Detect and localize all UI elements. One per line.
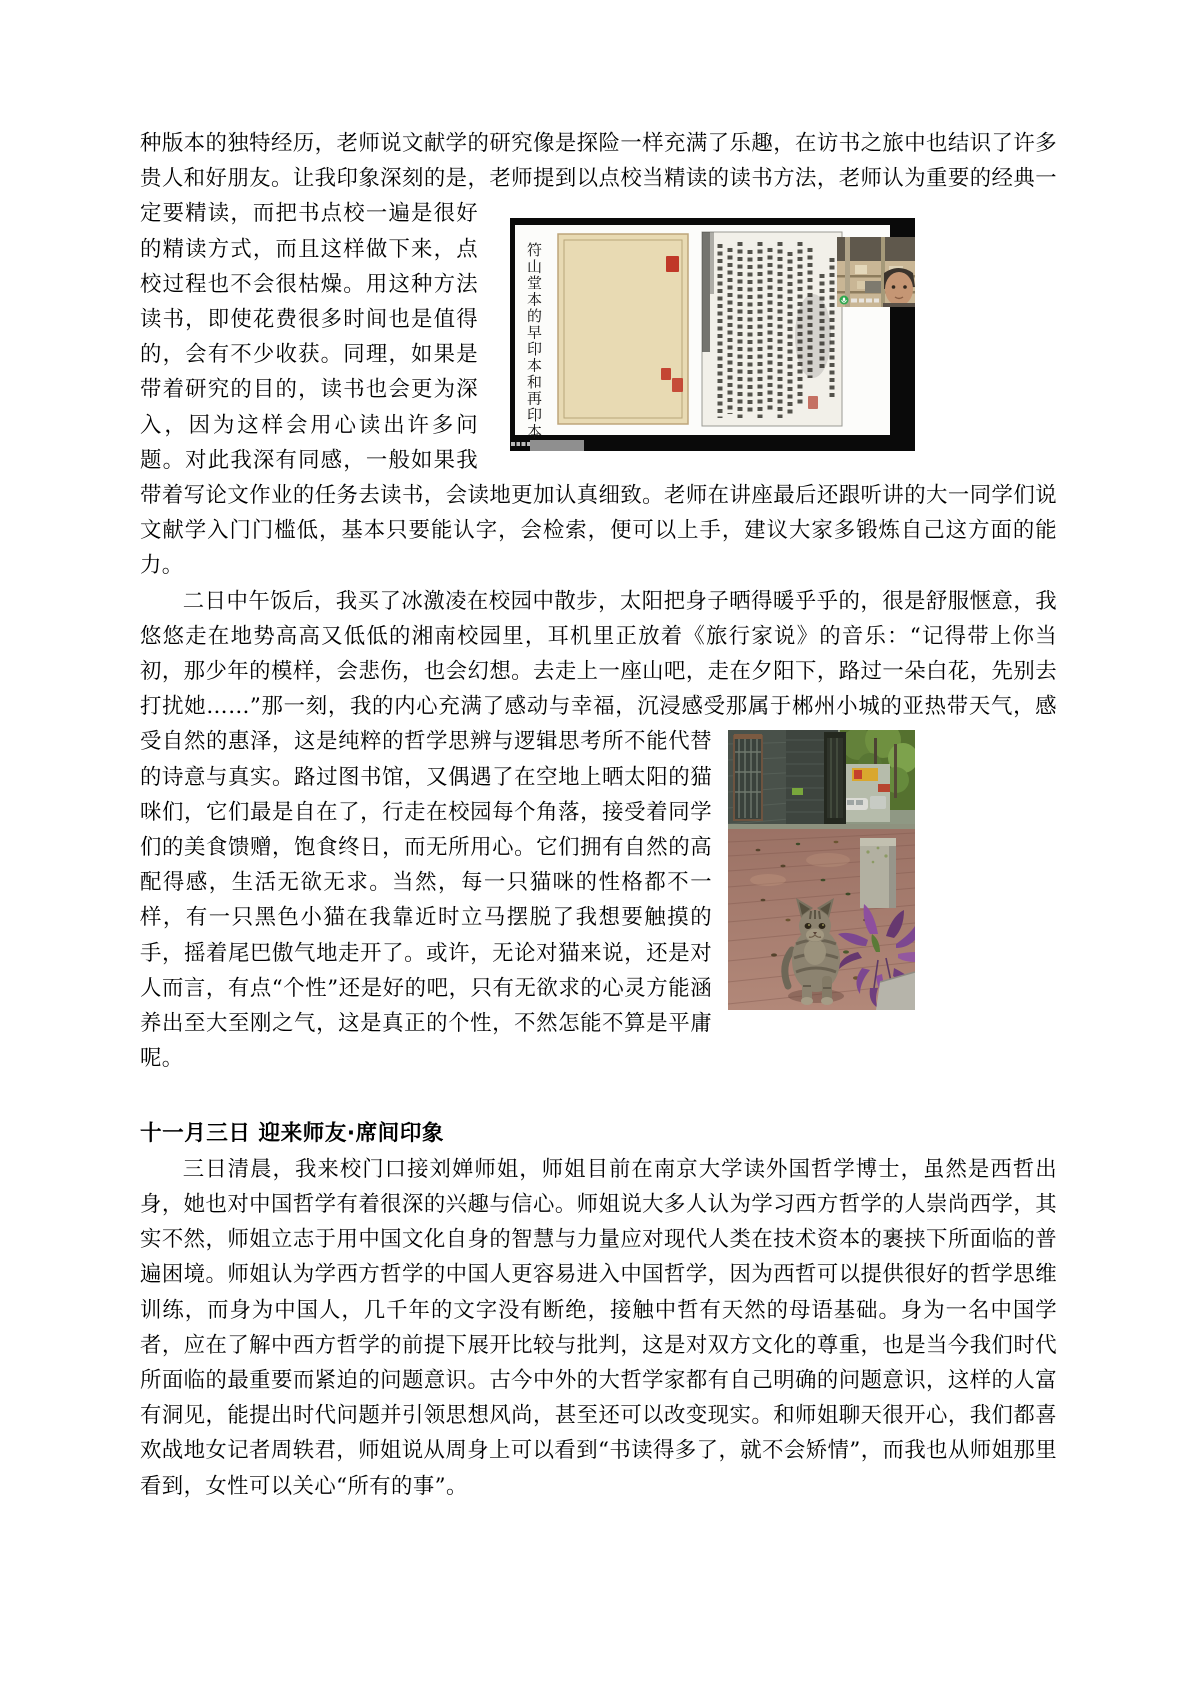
paragraph-2: [140, 584, 1057, 1077]
webcam-thumbnail: [837, 237, 915, 307]
video-progress-bar: [530, 440, 584, 451]
lecture-screenshot-graphic: [510, 218, 915, 451]
section-heading-nov3: 十一月三日 迎来师友·席间印象: [140, 1121, 444, 1147]
paragraph-1: [140, 126, 1057, 584]
paragraph-3: [140, 1152, 1057, 1504]
cat-photo-graphic: [728, 730, 915, 1010]
mic-icon: [840, 296, 849, 305]
early-print-scan: [558, 234, 688, 424]
paragraph-3-text: 三日清晨，我来校门口接刘婵师姐，师姐目前在南京大学读外国哲学博士，虽然是西哲出身，她也对中国哲学有着很深的兴趣与信心。师姐说大多人认为学习西方哲学的人崇尚西学，其实不然，师姐立志于用中国文化自身的智慧与力量应对现代人类在技术资本的裹挟下所面临的普遍困境。师姐认为学西方哲学的中国人更容易进入中国哲学，因为西哲可以提供很好的哲学思维训练，而身为中国人，几千年的文字没有断绝，接触中哲有天然的母语基础。身为一名中国学者，应在了解中西方哲学的前提下展开比较与批判，这是对双方文化的尊重，也是当今我们时代所面临的最重要而紧迫的问题意识。古今中外的大哲学家都有自己明确的问题意识，这样的人富有洞见，能提出时代问题并引领思想风尚，甚至还可以改变现实。和师姐聊天很开心，我们都喜欢战地女记者周轶君，师姐说从周身上可以看到“书读得多了，就不会矫情”，而我也从师姐那里看到，女性可以关心“所有的事”。: [140, 1156, 1057, 1499]
concrete-block: [860, 838, 896, 908]
reprint-scan: [702, 232, 842, 426]
paragraph-2-text-b: 带天气，感受自然的惠泽，这是纯粹的哲学思辨与逻辑思考所不能代替的诗意与真实。路过图书馆，又偶遇了在空地上晒太阳的猫咪们，它们最是自在了，行走在校园每个角落，接受着同学们的美食馈赠，饱食终日，而无所用心。它们拥有自然的高配得感，生活无欲无求。当然，每一只猫咪的性格都不一样，有一只黑色小猫在我靠近时立马摆脱了我想要触摸的手，摇着尾巴傲气地走开了。或许，无论对猫来说，还是对人而言，有点“个性”还是好的吧，只有无欲求的心灵方能涵养出至大至刚之气，这是真正的个性，不然怎能不算是平庸呢。: [140, 694, 1057, 1072]
paragraph-1-text-a: 种版本的独特经历，老师说文献学的研究像是探险一样充满了乐趣，在访书之旅中也结识了许多贵人和好朋友。让我印象深刻的是，老师提到以点校当精读的读书方法，老师认为重要: [140, 131, 1057, 192]
lecture-video-screenshot[interactable]: [510, 218, 915, 451]
paragraph-2-text-a: 二日中午饭后，我买了冰激凌在校园中散步，太阳把身子晒得暖乎乎的，很是舒服惬意，我悠悠走在地势高高又低低的湘南校园里，耳机里正放着《旅行家说》的音乐：“记得带上你当初，那少年的模样，会悲伤，也会幻想。去走上一座山吧，走在夕阳下，路过一朵白花，先别去打扰她……”那一刻，我的内心充满了感动与幸福，沉浸感受那属于郴州小城的亚热: [140, 588, 1057, 720]
document-page: [140, 126, 1057, 1504]
paragraph-1-text-b: 的经典一定要精读，而把书点校一遍是很好的精读方式，而且这样做下来，点校过程也不会很枯燥。用这种方法读书，即使花费很多时间也是值得的，会有不少收获。同理，如果是带着研究的目的，读书也会更为深入，因为这样会用心读出许多问题。对此我深有同感，一般如果我带着写论文作业的任务去读书，会读地更加认真细致。老师在讲座最后还跟听讲的大一同学们说文献学入门门槛低，基本只要能认字，会检索，便可以上手，建议大家多锻炼自己这方面的能力。: [140, 166, 1057, 579]
slide-vertical-caption: 符山堂本的早印本和再印本: [525, 242, 543, 441]
campus-cat-photo[interactable]: [728, 730, 915, 1010]
